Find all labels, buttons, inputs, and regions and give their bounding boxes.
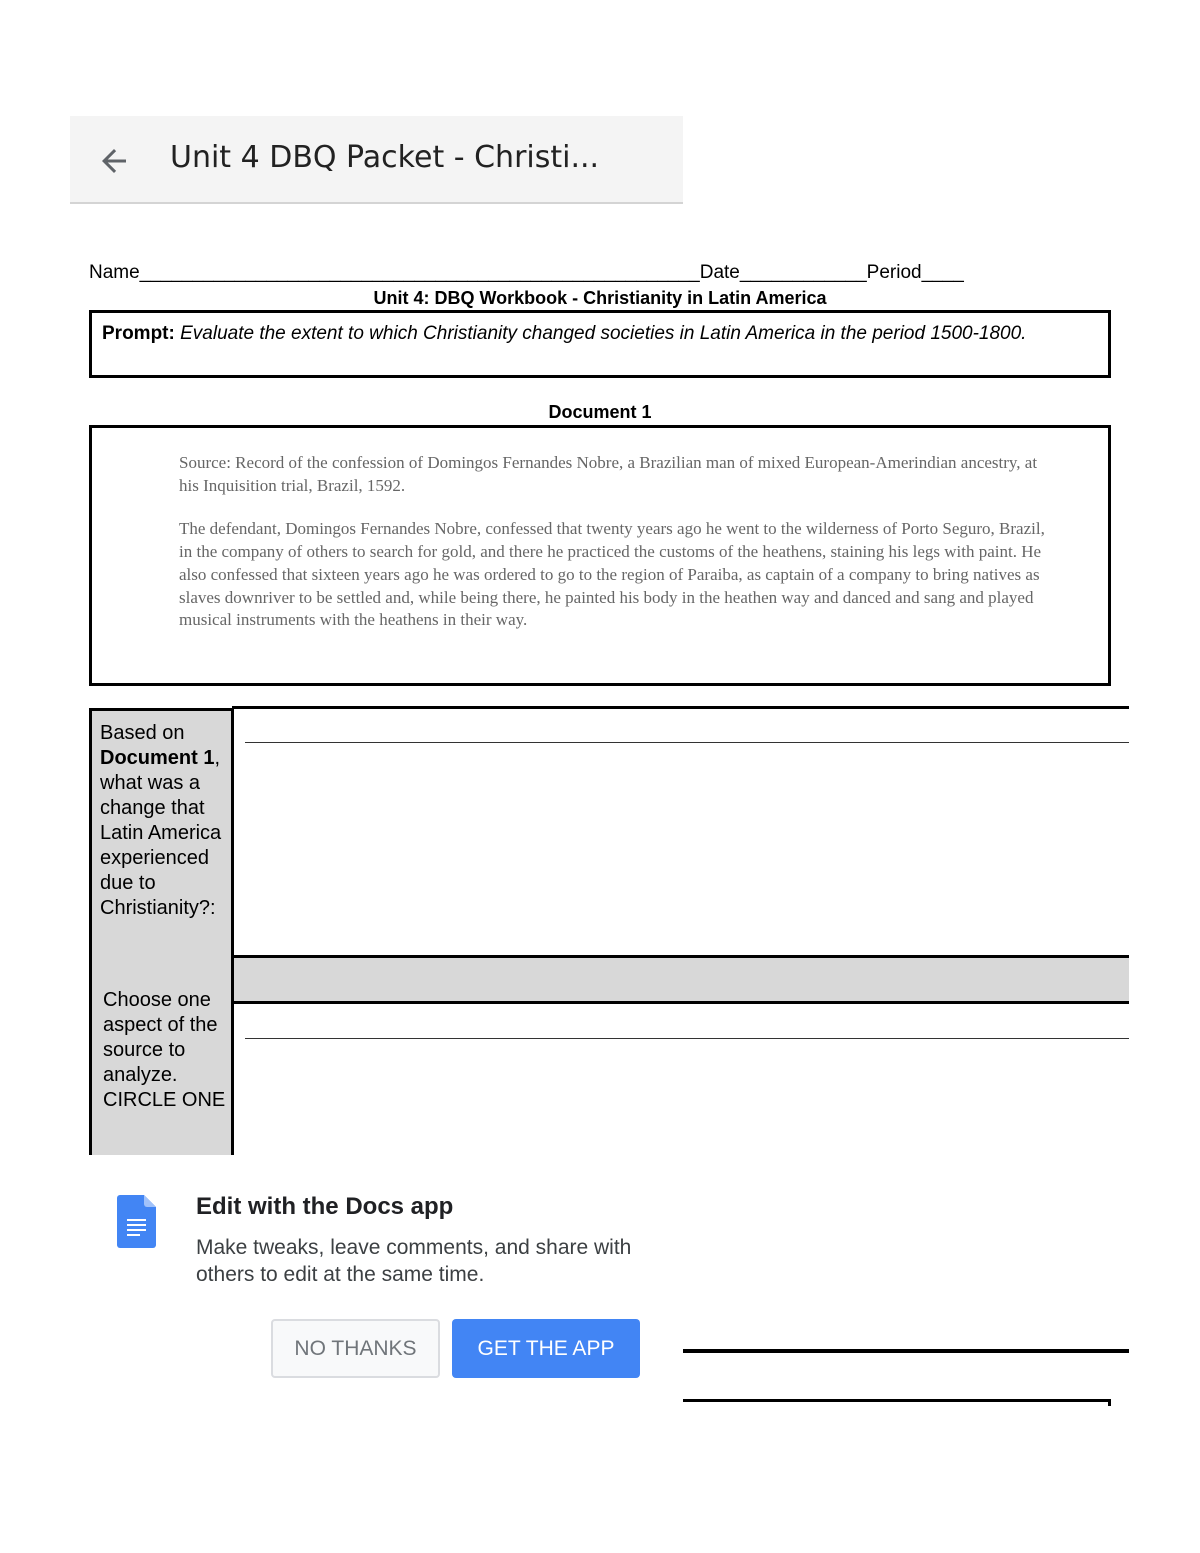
question-1-suffix: , what was a change that Latin America experienced due to Christianity?: xyxy=(100,747,222,919)
prompt-text: Evaluate the extent to which Christianity changed societies in Latin America in the period 1500-1800. xyxy=(180,323,1027,344)
document-source: Source: Record of the confession of Domingos Fernandes Nobre, a Brazilian man of mixed European-Amerindian ancestry, at his Inquisition trial, Brazil, 1592. xyxy=(179,453,1038,495)
document-text xyxy=(179,452,1049,653)
document-title: Unit 4 DBQ Packet - Christi... xyxy=(170,140,600,175)
question-2: Choose one aspect of the source to analyze. CIRCLE ONE xyxy=(103,989,226,1111)
document-box xyxy=(89,425,1111,686)
get-the-app-button[interactable]: GET THE APP xyxy=(452,1319,640,1378)
promo-title: Edit with the Docs app xyxy=(196,1193,454,1220)
document-body: The defendant, Domingos Fernandes Nobre, confessed that twenty years ago he went to the wilderness of Porto Seguro, Brazil, in the company of others to search for gold, and there he practiced the customs of the heathens, staining his legs with paint. He also confessed that sixteen years ago he was ordered to go to the region of Paraiba, as captain of a company to bring natives as slaves downriver to be settled and, while being there, he painted his body in the heathen way and danced and sang and played musical instruments with the heathens in their way. xyxy=(179,519,1045,630)
google-docs-icon xyxy=(117,1195,156,1248)
shaded-row-rule xyxy=(234,1001,1129,1004)
back-arrow-icon[interactable] xyxy=(96,143,132,179)
answer-line xyxy=(683,1399,1111,1402)
table-border-fragment xyxy=(1108,1399,1111,1406)
table-top-rule xyxy=(232,706,1129,709)
answer-line xyxy=(683,1349,1129,1353)
prompt-label: Prompt: xyxy=(102,323,175,344)
document-heading: Document 1 xyxy=(548,402,652,422)
answer-line[interactable] xyxy=(245,1038,1129,1039)
no-thanks-button[interactable]: NO THANKS xyxy=(271,1319,440,1378)
question-1-bold: Document 1 xyxy=(100,747,215,769)
question-cell-1 xyxy=(89,708,234,958)
answer-line[interactable] xyxy=(245,742,1129,743)
shaded-row xyxy=(234,958,1129,1002)
workbook-title: Unit 4: DBQ Workbook - Christianity in Latin America xyxy=(373,288,827,308)
prompt-box xyxy=(89,310,1111,378)
app-bar xyxy=(70,116,683,204)
question-1 xyxy=(100,721,230,921)
promo-body: Make tweaks, leave comments, and share with others to edit at the same time. xyxy=(196,1236,632,1286)
name-date-period-line: Name_____________________________________________________Date____________Period____ xyxy=(89,262,964,283)
question-1-prefix: Based on xyxy=(100,722,185,744)
question-cell-2 xyxy=(89,955,234,1155)
